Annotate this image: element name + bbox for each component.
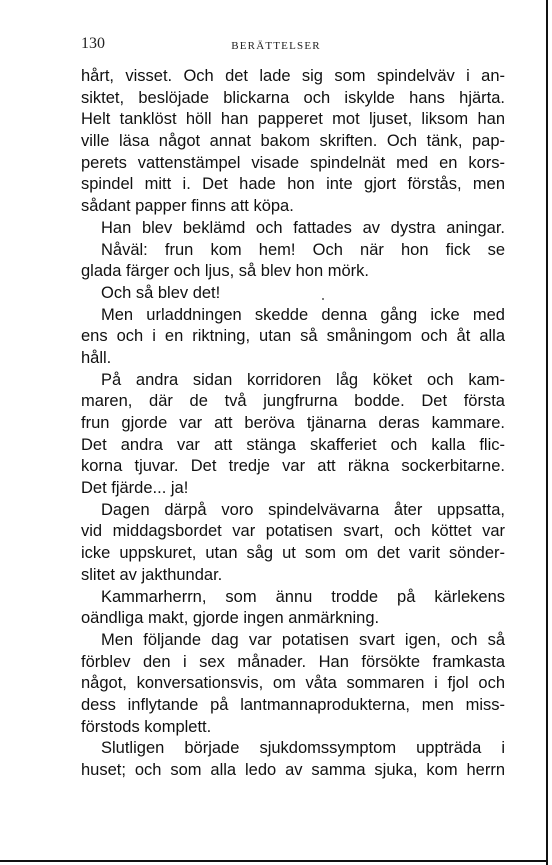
scan-edge-right: [546, 0, 548, 865]
running-head: BERÄTTELSER: [231, 40, 321, 52]
text-line: Nåväl: frun kom hem! Och när hon fick se: [101, 240, 505, 259]
text-line: Helt tanklöst höll han papperet mot ljuset, liksom han: [81, 110, 505, 129]
text-line: Det andra var att stänga skafferiet och kalla flic-: [81, 435, 505, 454]
text-line: Kammarherrn, som ännu trodde på kärlekens: [101, 587, 505, 606]
text-line: maren, där de två jungfrurna bodde. Det första: [81, 392, 505, 411]
text-line: håll.: [81, 348, 112, 367]
text-line: Men följande dag var potatisen svart igen, och så: [101, 630, 505, 649]
text-line: ens och i en riktning, utan så småningom och åt alla: [81, 327, 505, 346]
print-speck: [322, 298, 324, 300]
text-line: siktet, beslöjade blickarna och iskylde hans hjärta.: [81, 88, 505, 107]
text-line: förblev den i sex månader. Han försökte framkasta: [81, 652, 505, 671]
text-line: icke uppskuret, utan såg ut som om det varit sönder-: [81, 544, 505, 563]
text-line: förstods komplett.: [81, 717, 212, 736]
text-line: korna tjuvar. Det tredje var att räkna sockerbitarne.: [81, 457, 505, 476]
text-line: Och så blev det!: [101, 283, 221, 302]
text-line: ville läsa något annat bakom skriften. Och tänk, pap-: [81, 132, 505, 151]
text-line: vid middagsbordet var potatisen svart, och köttet var: [81, 522, 505, 541]
text-line: spindel mitt i. Det hade hon inte gjort förstås, men: [81, 175, 505, 194]
text-line: Han blev beklämd och fattades av dystra aningar.: [101, 218, 505, 237]
page-number: 130: [81, 35, 105, 52]
text-line: Men urladdningen skedde denna gång icke med: [101, 305, 505, 324]
text-line: På andra sidan korridoren låg köket och kam-: [101, 370, 505, 389]
text-line: slitet av jakthundar.: [81, 565, 223, 584]
text-line: Slutligen började sjukdomssymptom uppträda i: [101, 739, 505, 758]
text-line: sådant papper finns att köpa.: [81, 197, 294, 216]
text-line: glada färger och ljus, så blev hon mörk.: [81, 262, 369, 281]
text-line: Dagen därpå voro spindelvävarna åter uppsatta,: [101, 500, 505, 519]
scan-edge-bottom: [0, 860, 548, 862]
text-line: oändliga makt, gjorde ingen anmärkning.: [81, 609, 380, 628]
text-line: dess inflytande på lantmannaprodukterna, men miss-: [81, 695, 505, 714]
text-line: något, konversationsvis, om våta sommaren i fjol och: [81, 674, 505, 693]
text-line: frun gjorde var att beröva tjänarna deras kammare.: [81, 414, 505, 432]
text-line: perets vattenstämpel visade spindelnät med en kors-: [81, 153, 505, 172]
body-text: [81, 66, 505, 782]
text-line: Det fjärde... ja!: [81, 479, 189, 498]
text-line: huset; och som alla ledo av samma sjuka, kom herrn: [81, 761, 505, 779]
text-line: hårt, visset. Och det lade sig som spindelväv i an-: [81, 67, 505, 85]
